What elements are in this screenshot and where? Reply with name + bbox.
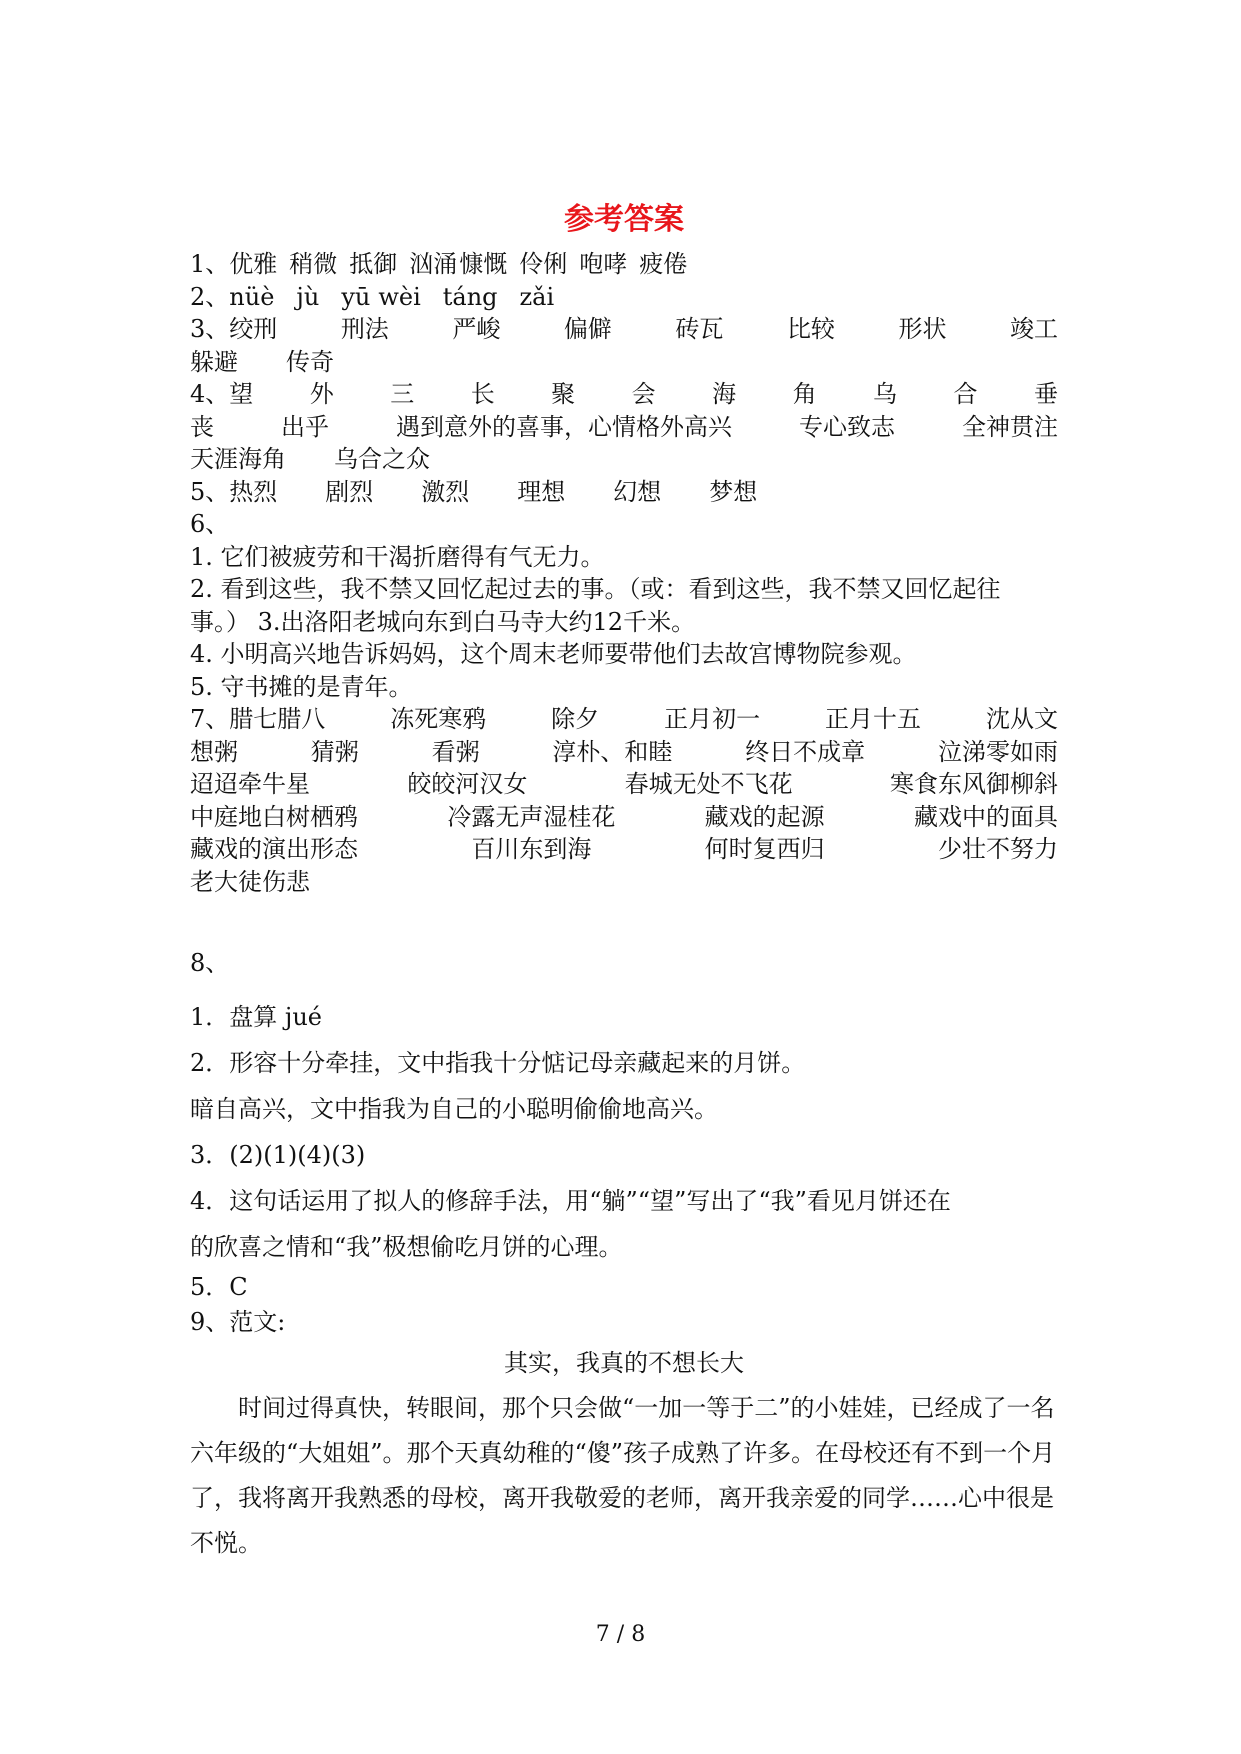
q7-answer: 冻死寒鸦: [390, 705, 487, 733]
q7-answer: 冷露无声湿桂花: [447, 802, 616, 831]
q8-answer: 暗自高兴，文中指我为自己的小聪明偷偷地高兴。: [190, 1095, 718, 1123]
q4-answer: 三: [390, 380, 415, 408]
q4-answer: 天涯海角: [190, 445, 286, 473]
q7-answer: 沈从文: [985, 705, 1058, 733]
q7-number: 7、: [190, 705, 230, 733]
q7-first: [190, 703, 325, 736]
q2-pinyin: táng: [442, 282, 498, 311]
q1-answer: 优雅: [229, 250, 278, 278]
q5-answer: 理想: [517, 477, 566, 506]
q5-number: 5、: [190, 477, 230, 506]
q4-answer: 长: [470, 380, 495, 408]
q4-line: [190, 378, 1058, 411]
essay-title: 其实，我真的不想长大: [504, 1349, 744, 1377]
q5-line: [190, 476, 1058, 509]
q3-answer: 刑法: [340, 315, 389, 343]
q3-line-2: [190, 346, 1058, 379]
q8-answer: 4．这句话运用了拟人的修辞手法，用“躺”“望”写出了“我”看见月饼还在: [190, 1187, 951, 1215]
q7-answer: 皎皎河汉女: [407, 770, 528, 798]
q2-pinyin: wèi: [378, 282, 421, 311]
q4-answer: 遇到意外的喜事，心情格外高兴: [396, 412, 732, 441]
q6-answer: 2. 看到这些，我不禁又回忆起过去的事。（或：看到这些，我不禁又回忆起往: [190, 575, 1001, 603]
q7-answer: 少壮不努力: [937, 835, 1058, 863]
q1-answer: 咆哮: [579, 250, 628, 278]
q9-number: 9、范文:: [190, 1308, 286, 1336]
q7-answer: 想粥: [190, 737, 238, 766]
q5-first: [190, 476, 277, 509]
q7-answer: 中庭地白树栖鸦: [190, 802, 358, 831]
q7-line: [190, 768, 1058, 801]
q7-answer: 何时复西归: [704, 835, 825, 863]
q2-pinyin: zǎi: [519, 282, 555, 311]
q4-answer: 角: [792, 380, 817, 408]
q7-answer: 春城无处不飞花: [624, 770, 793, 798]
q7-answer: 寒食东风御柳斜: [889, 770, 1058, 798]
q7-answer: 百川东到海: [471, 835, 592, 863]
q7-answer: 藏戏的起源: [704, 802, 825, 831]
q2-pinyin: yū: [341, 282, 371, 311]
q8-number: 8、: [190, 949, 230, 977]
q8-answer: 的欣喜之情和“我”极想偷吃月饼的心理。: [190, 1233, 623, 1261]
q7-answer: 老大徒伤悲: [190, 867, 310, 896]
q3-answer: 严峻: [452, 315, 501, 343]
page-title: 参考答案: [564, 202, 684, 237]
q3-answer: 比较: [786, 315, 835, 343]
q4-answer: 望: [229, 380, 254, 408]
q2-line: [190, 281, 1058, 314]
q8-answer: 5．C: [190, 1273, 248, 1301]
q2-number: 2、: [190, 282, 230, 311]
q7-answer: 迢迢牵牛星: [190, 770, 310, 798]
q3-answer: 传奇: [286, 347, 334, 376]
q7-answer: 正月十五: [825, 705, 922, 733]
q4-answer: 垂: [1033, 380, 1058, 408]
q4-answer: 乌: [873, 380, 898, 408]
essay-paragraph: 时间过得真快，转眼间，那个只会做“一加一等于二”的小娃娃，已经成了一名六年级的“大姐姐”。那个天真幼稚的“傻”孩子成熟了许多。在母校还有不到一个月了，我将离开我熟悉的母校，离开我敬爱的老师，离开我亲爱的同学……心中很是不悦。: [190, 1394, 1056, 1557]
q8-answer: 1．盘算 jué: [190, 1003, 322, 1031]
q4-line-2: [190, 411, 1058, 444]
q4-answer: 乌合之众: [334, 445, 430, 473]
q3-answer: 竣工: [1010, 315, 1058, 343]
q4-answer: 丧: [190, 412, 214, 441]
q2-pinyin: nüè: [229, 282, 275, 311]
q4-answer: 海: [712, 380, 737, 408]
q7-answer: 终日不成章: [745, 737, 866, 766]
q3-answer: 形状: [898, 315, 947, 343]
q5-answer: 幻想: [613, 477, 662, 506]
q4-answer: 会: [631, 380, 656, 408]
q4-number: 4、: [190, 380, 230, 408]
q3-answer: 砖瓦: [675, 315, 724, 343]
q4-answer: 出乎: [281, 412, 329, 441]
q7-answer: 猜粥: [310, 737, 359, 766]
q4-answer: 合: [953, 380, 978, 408]
q3-first: [190, 313, 277, 346]
q3-line: [190, 313, 1058, 346]
q6-number: 6、: [190, 510, 230, 538]
q3-answer: 偏僻: [563, 315, 612, 343]
q4-line-3: [190, 443, 1058, 476]
q7-answer: 泣涕零如雨: [937, 737, 1058, 766]
q6-answer: 5. 守书摊的是青年。: [190, 672, 413, 701]
q5-answer: 激烈: [421, 477, 470, 506]
q1-line: [190, 248, 1058, 281]
q4-answer: 全神贯注: [962, 412, 1058, 441]
q4-answer: 专心致志: [799, 412, 895, 441]
q4-answer: 外: [309, 380, 334, 408]
q7-answer: 腊七腊八: [229, 705, 326, 733]
q3-number: 3、: [190, 315, 230, 343]
q1-answer: 疲倦: [639, 250, 688, 278]
q4-answer: 聚: [551, 380, 576, 408]
q1-answer: 慷慨: [459, 250, 508, 278]
q7-answer: 看粥: [431, 737, 480, 766]
q5-answer: 梦想: [709, 477, 758, 506]
q7-line: [190, 736, 1058, 769]
q6-answer: 事。） 3.出洛阳老城向东到白马寺大约12千米。: [190, 607, 696, 636]
q1-answer: 抵御: [349, 250, 398, 278]
q3-answer: 躲避: [190, 347, 238, 376]
q1-number: 1、: [190, 250, 230, 278]
q2-pinyin: jù: [296, 282, 320, 311]
q4-first: [190, 378, 253, 411]
q7-answer: 藏戏的演出形态: [190, 835, 358, 863]
q7-line: [190, 801, 1058, 834]
q5-answer: 剧烈: [325, 477, 374, 506]
q7-answer: 藏戏中的面具: [913, 802, 1058, 831]
q8-answer: 3．(2)(1)(4)(3): [190, 1141, 366, 1169]
q1-answer: 汹涌: [409, 250, 458, 278]
q6-answer: 1. 它们被疲劳和干渴折磨得有气无力。: [190, 542, 605, 571]
q5-answer: 热烈: [229, 477, 278, 506]
q7-answer: 除夕: [551, 705, 600, 733]
q8-answer: 2．形容十分牵挂，文中指我十分惦记母亲藏起来的月饼。: [190, 1049, 806, 1077]
q6-answer: 4. 小明高兴地告诉妈妈，这个周末老师要带他们去故宫博物院参观。: [190, 640, 917, 668]
q3-answer: 绞刑: [229, 315, 278, 343]
q7-line: [190, 703, 1058, 736]
page-number: 7 / 8: [595, 1622, 646, 1647]
q7-answer: 正月初一: [664, 705, 761, 733]
answers-top: [190, 248, 1058, 898]
q1-answer: 伶俐: [519, 250, 568, 278]
q7-line: [190, 833, 1058, 866]
answers-bottom: [190, 940, 1058, 1566]
q7-answer: 淳朴、和睦: [552, 737, 673, 766]
q1-answer: 稍微: [289, 250, 338, 278]
